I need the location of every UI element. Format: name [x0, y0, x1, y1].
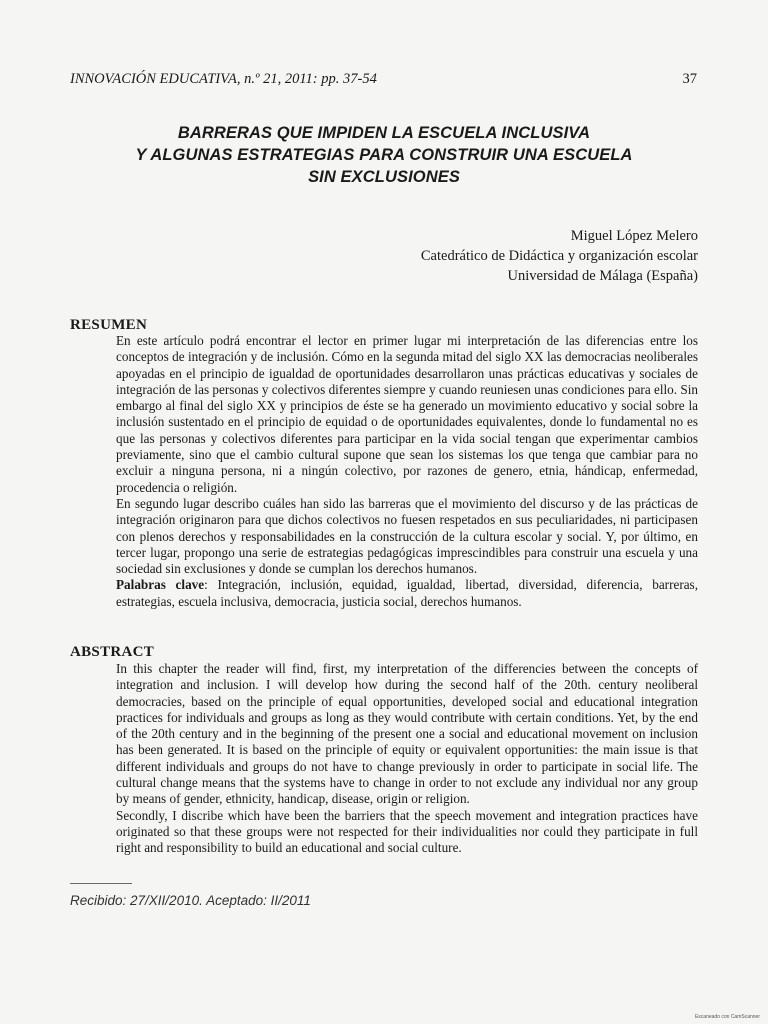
author-name: Miguel López Melero [570, 228, 698, 244]
abstract-body [116, 661, 698, 857]
received-accepted-dates: Recibido: 27/XII/2010. Aceptado: II/2011 [70, 893, 311, 908]
page-number: 37 [682, 71, 697, 87]
author-affiliation: Universidad de Málaga (España) [507, 268, 698, 284]
resumen-paragraph: En este artículo podrá encontrar el lector en primer lugar mi interpretación de las diferencias entre los conceptos de integración y de inclusión. Cómo en la segunda mitad del siglo XX las democracias neoliberales apoyadas en el principio de igualdad de oportunidades desarrollaron unas prácticas educativas y sociales de integración de las personas y colectivos diferentes siempre y cuando reuniesen unas condiciones para ello. Sin embargo al final del siglo XX y principios de éste se ha generado un movimiento educativo y social sobre la inclusión sustentado en el principio de equidad o de oportunidades equivalentes, donde lo fundamental no es que las personas y colectivos diferentes para participar en la vida social tengan que experimentar cambios previamente, sino que el cambio cultural supone que sean los sistemas los que tenga que cambiar para no excluir a ninguna persona, ni a ningún colectivo, por razones de genero, etnia, hándicap, enfermedad, procedencia o religión. [116, 333, 698, 495]
scanner-watermark: Escaneado con CamScanner [694, 1014, 760, 1020]
title-line: SIN EXCLUSIONES [308, 168, 460, 186]
abstract-heading: ABSTRACT [70, 644, 155, 660]
title-line: BARRERAS QUE IMPIDEN LA ESCUELA INCLUSIVA [177, 124, 591, 142]
footnote-divider [70, 883, 132, 884]
running-head: INNOVACIÓN EDUCATIVA, n.º 21, 2011: pp. 37-54 [70, 71, 377, 87]
abstract-paragraph: In this chapter the reader will find, first, my interpretation of the differencies between the concepts of integration and inclusion. I will develop how during the second half of the 20th. century neoliberal democracies, based on the principle of equal opportunities, developed social and educational integration practices for individuals and groups as long as they would contribute with certain conditions. Yet, by the end of the 20th century and in the beginning of the present one a social and educational movement on inclusion has been generated. It is based on the principle of equity or equivalent opportunities: the main issue is that different individuals and groups do not have to change previously in order to participate in social life. The cultural change means that the systems have to change in order to not exclude any individual nor any group by means of gender, ethnicity, handicap, disease, origin or religion. [116, 661, 698, 807]
author-block [278, 226, 698, 286]
title-line: Y ALGUNAS ESTRATEGIAS PARA CONSTRUIR UNA ESCUELA [135, 146, 633, 164]
keywords [116, 577, 698, 610]
article-title [90, 122, 678, 188]
abstract-paragraph: Secondly, I discribe which have been the barriers that the speech movement and integration practices have originated so that these groups were not respected for their individualities nor could they participate in full right and responsibility to build an educational and social culture. [116, 807, 698, 856]
keywords-label: Palabras clave [116, 577, 205, 593]
keywords-text: : Integración, inclusión, equidad, igualdad, libertad, diversidad, diferencia, barreras, estrategias, escuela inclusiva, democracia, justicia social, derechos humanos. [116, 577, 698, 609]
resumen-heading: RESUMEN [70, 317, 148, 333]
resumen-body [116, 333, 698, 610]
author-position: Catedrático de Didáctica y organización escolar [420, 248, 698, 264]
resumen-paragraph: En segundo lugar describo cuáles han sido las barreras que el movimiento del discurso y de las prácticas de integración originaron para que dichos colectivos no fuesen respetados en sus peculiaridades, ni participasen con plenos derechos y responsabilidades en la construcción de la cultura escolar y social. Y, por último, en tercer lugar, propongo una serie de estrategias pedagógicas imprescindibles para construir una escuela y una sociedad sin exclusiones y donde se cumplan los derechos humanos. [116, 495, 698, 577]
